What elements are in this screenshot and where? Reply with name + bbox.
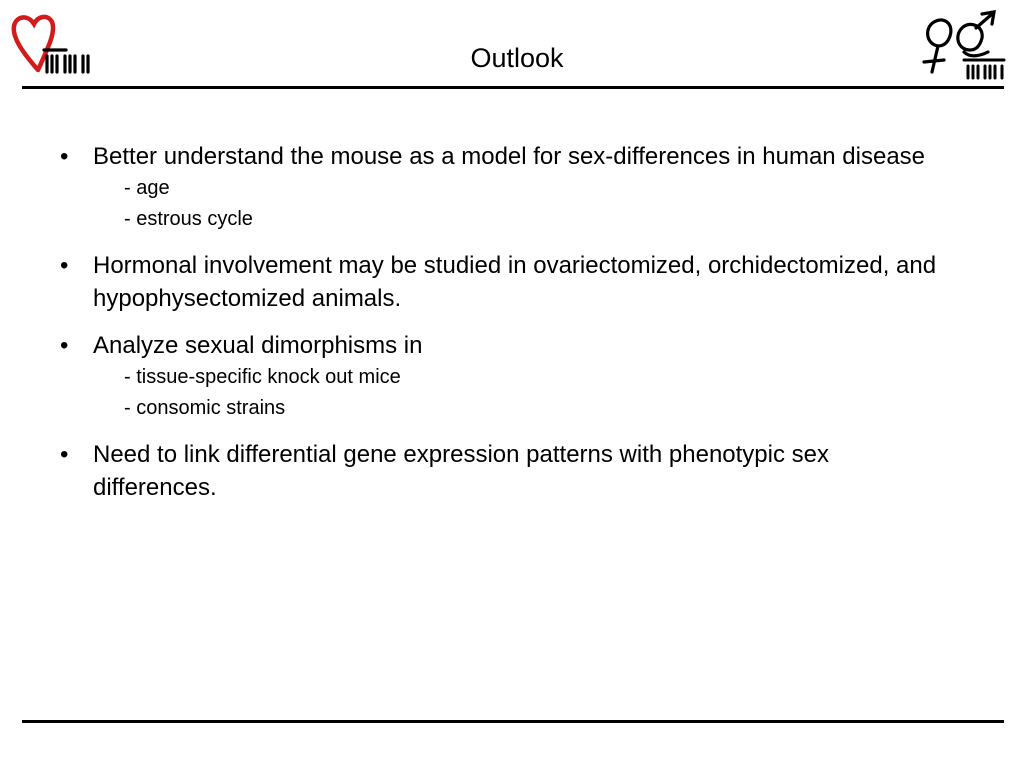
bullet-item (60, 438, 940, 504)
bullet-marker: • (60, 143, 69, 170)
bullet-marker: • (60, 252, 69, 279)
bullet-marker: • (60, 332, 69, 359)
bullet-text: Analyze sexual dimorphisms in (93, 332, 423, 359)
bullet-text: Better understand the mouse as a model for sex-differences in human disease (93, 143, 926, 170)
header-divider (22, 86, 1004, 89)
gender-symbols-logo-icon (918, 6, 1010, 82)
bullet-text: Need to link differential gene expression patterns with phenotypic sex differences. (93, 441, 829, 501)
sub-item: - tissue-specific knock out mice (124, 366, 401, 388)
bullet-item (60, 249, 940, 315)
bullet-text: Hormonal involvement may be studied in ovariectomized, orchidectomized, and hypophysectomized animals. (93, 252, 937, 312)
sub-item: - estrous cycle (124, 208, 253, 230)
page-title: Outlook (470, 43, 564, 73)
sub-item: - age (124, 177, 170, 199)
sub-item: - consomic strains (124, 397, 286, 419)
bullet-item (60, 140, 940, 235)
footer-divider (22, 720, 1004, 723)
bullet-marker: • (60, 441, 69, 468)
bullet-item (60, 329, 940, 424)
slide-content (60, 140, 940, 518)
